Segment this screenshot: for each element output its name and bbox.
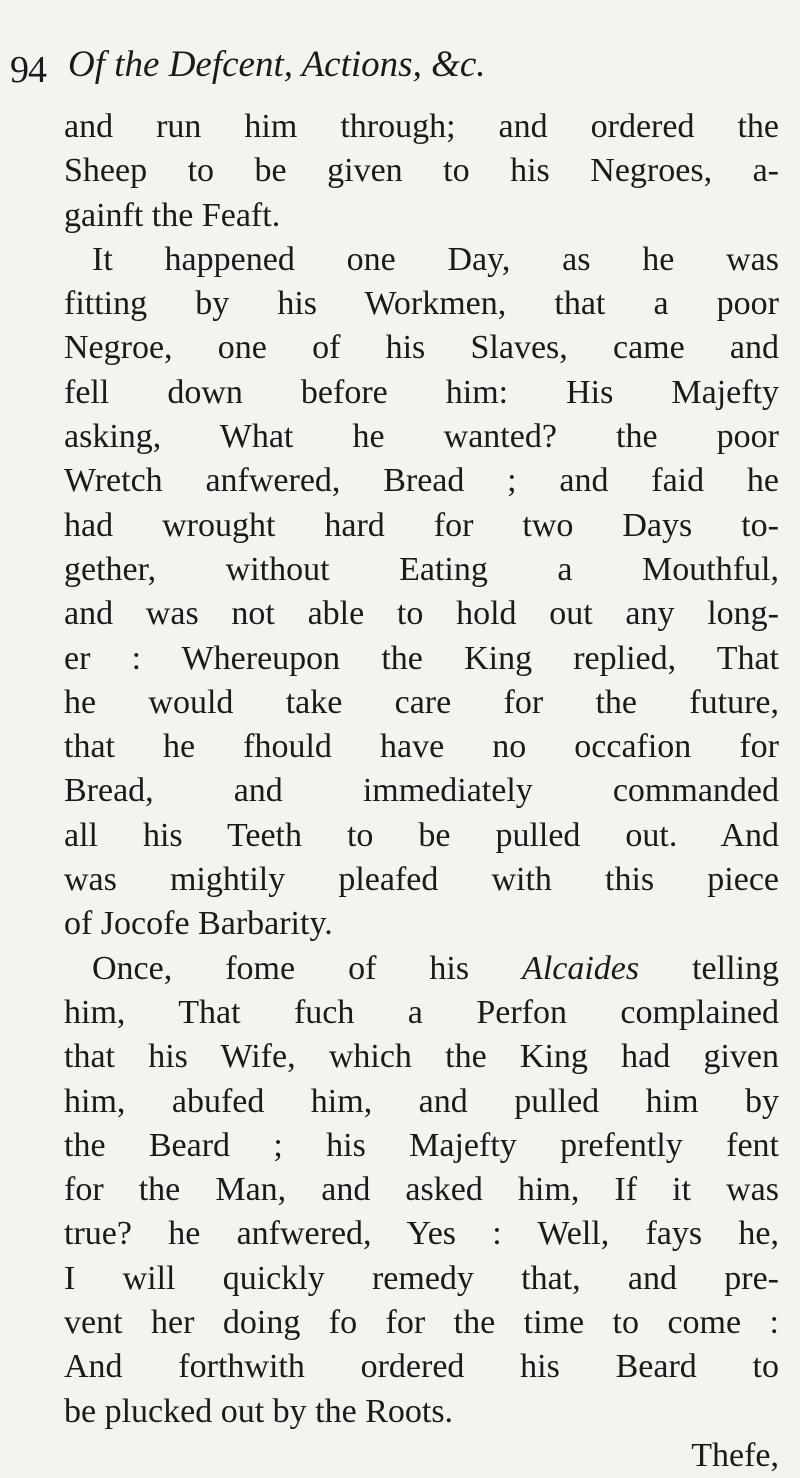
text-line: gainft the Feaft.: [64, 196, 281, 234]
text-line: Sheep to be given to his Negroes, a-: [64, 152, 779, 190]
page-header: [10, 40, 770, 100]
text-line: that his Wife, which the King had given: [64, 1038, 779, 1076]
text-line: [64, 947, 779, 991]
text-line: asking, What he wanted? the poor: [64, 418, 779, 456]
text-line: er : Whereupon the King replied, That: [64, 639, 779, 677]
text-line: and run him through; and ordered the: [64, 108, 779, 145]
text-line: all his Teeth to be pulled out. And: [64, 816, 779, 854]
text-line: It happened one Day, as he was: [92, 240, 779, 278]
text-line: Wretch anfwered, Bread ; and faid he: [64, 462, 779, 500]
text-line: and was not able to hold out any long-: [64, 595, 779, 633]
text-segment: telling: [639, 949, 779, 987]
text-line: him, That fuch a Perfon complained: [64, 993, 779, 1031]
text-line: vent her doing fo for the time to come :: [64, 1304, 779, 1342]
text-line: the Beard ; his Majefty prefently fent: [64, 1126, 779, 1164]
text-line: of Jocofe Barbarity.: [64, 905, 333, 943]
text-line: true? he anfwered, Yes : Well, fays he,: [64, 1215, 779, 1253]
text-line: was mightily pleafed with this piece: [64, 861, 779, 899]
text-line: be plucked out by the Roots.: [64, 1392, 454, 1430]
text-line: had wrought hard for two Days to-: [64, 506, 779, 544]
page-number: 94: [10, 49, 46, 91]
text-line: he would take care for the future,: [64, 683, 779, 721]
text-line: fitting by his Workmen, that a poor: [64, 285, 779, 323]
text-line: And forthwith ordered his Beard to: [64, 1348, 779, 1386]
text-line: I will quickly remedy that, and pre-: [64, 1259, 779, 1297]
running-head: Of the Defcent, Actions, &c.: [68, 44, 486, 85]
text-line: Negroe, one of his Slaves, came and: [64, 329, 779, 367]
text-segment: Once, fome of his: [92, 949, 523, 987]
text-line: fell down before him: His Majefty: [64, 373, 779, 411]
text-line: him, abufed him, and pulled him by: [64, 1082, 779, 1120]
catchword: Thefe,: [691, 1436, 779, 1474]
text-line: gether, without Eating a Mouthful,: [64, 550, 779, 588]
italic-term: Alcaides: [522, 949, 640, 987]
text-line: that he fhould have no occafion for: [64, 728, 779, 766]
text-line: for the Man, and asked him, If it was: [64, 1171, 779, 1209]
text-line: Bread, and immediately commanded: [64, 772, 779, 810]
body-text: [64, 105, 779, 1478]
